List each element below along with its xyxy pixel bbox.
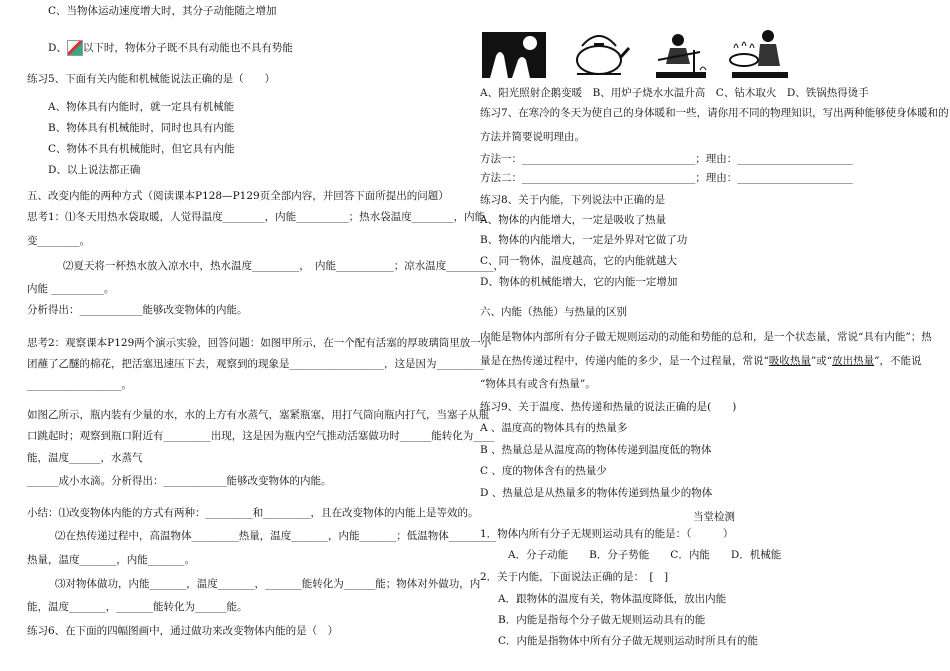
exercise-5: 练习5、下面有关内能和机械能说法正确的是（ ） — [27, 73, 276, 85]
iron-pot-picture — [728, 26, 792, 80]
exercise-9: 练习9、关于温度、热传递和热量的说法正确的是( ) — [480, 401, 737, 413]
section-6-heading: 六、内能（热能）与热量的区别 — [480, 306, 627, 318]
test-q1-options: A．分子动能 B．分子势能 C．内能 D．机械能 — [508, 549, 782, 561]
exercise-6-options: A、阳光照射企鹅变暖 B、用炉子烧水水温升高 C、钻木取火 D、铁锅热得烫手 — [480, 87, 869, 99]
section-6-line3: “物体具有或含有热量”。 — [480, 378, 596, 390]
exercise-5-option-d: D、以上说法都正确 — [48, 164, 141, 176]
exercise-8-option-b: B、物体的内能增大，一定是外界对它做了功 — [480, 234, 688, 246]
exercise-9-option-c: C 、度的物体含有的热量少 — [480, 465, 607, 477]
think1-conclusion: 分析得出：____________能够改变物体的内能。 — [27, 304, 248, 316]
test-q2-option-a: A．跟物体的温度有关，物体温度降低，放出内能 — [498, 593, 727, 605]
exercise-5-option-c: C、物体不具有机械能时，但它具有内能 — [48, 143, 235, 155]
summary-line5: 能，温度_______，_______能转化为______能。 — [27, 601, 248, 613]
section-6-line1: 内能是物体内部所有分子做无规则运动的动能和势能的总和，是一个状态量，常说“具有内能”；热 — [480, 331, 932, 343]
exercise-9-option-b: B 、热量总是从温度高的物体传递到温度低的物体 — [480, 444, 712, 456]
section-6-line2-part3: ”，不能说 — [874, 355, 922, 367]
exercise-8: 练习8、关于内能，下列说法中正确的是 — [480, 194, 666, 206]
summary-line4: ⑶对物体做功，内能_______，温度_______，_______能转化为______能；物体对外做功，内 — [55, 578, 481, 590]
method-one: 方法一：_________________________________；理由：______________________ — [480, 153, 853, 165]
test-q1: 1．物体内所有分子无规则运动具有的能是：（ ） — [480, 528, 734, 540]
summary-line3: 热量，温度_______，内能_______。 — [27, 554, 195, 566]
think2-line2: 团蘸了乙醚的棉花，把活塞迅速压下去，观察到的现象是__________________，这是因为_________ — [27, 358, 484, 370]
exercise-7-line2: 方法并简要说明理由。 — [480, 131, 585, 143]
summary-line1: 小结：⑴改变物体内能的方式有两种：_________和_________，且在改变物体的内能上是等效的。 — [27, 507, 479, 519]
think2-line1: 思考2：观察课本P129两个演示实验，回答问题：如图甲所示，在一个配有活塞的厚玻璃筒里放一小 — [27, 337, 492, 349]
exercise-8-option-c: C、同一物体，温度越高，它的内能就越大 — [480, 255, 678, 267]
think2-line5: 口跳起时；观察到瓶口附近有_________出现，这是因为瓶内空气推动活塞做功时______能转化为____ — [27, 430, 495, 442]
think2-line4: 如图乙所示，瓶内装有少量的水，水的上方有水蒸气，塞紧瓶塞，用打气筒向瓶内打气，当塞子从瓶 — [27, 409, 489, 421]
think2-line3: __________________。 — [27, 379, 132, 391]
section-5-heading: 五、改变内能的两种方式（阅读课本P128—P129页全部内容，并回答下面所提出的问题） — [27, 190, 449, 202]
in-class-test-heading: 当堂检测 — [693, 511, 735, 523]
think1-line1: 思考1：⑴冬天用热水袋取暖，人觉得温度________，内能__________；热水袋温度________，内能 — [27, 211, 486, 223]
test-q2-option-b: B．内能是指每个分子做无规则运动具有的能 — [498, 614, 706, 626]
exercise-8-option-d: D、物体的机械能增大，它的内能一定增加 — [480, 276, 678, 288]
kettle-picture — [568, 24, 630, 76]
exercise-7-line1: 练习7、在寒冷的冬天为使自己的身体暖和一些，请你用不同的物理知识，写出两种能够使身体暖和的 — [480, 107, 949, 119]
exercise-5-option-a: A、物体具有内能时，就一定具有机械能 — [48, 101, 235, 113]
think1-line3: ⑵夏天将一杯热水放入凉水中，热水温度_________， 内能___________；凉水温度_________， — [63, 260, 504, 272]
option-d — [48, 40, 293, 56]
exercise-5-option-b: B、物体具有机械能时，同时也具有内能 — [48, 122, 235, 134]
think2-line6: 能，温度______，水蒸气 — [27, 452, 143, 464]
absorb-heat-term: 吸收热量 — [768, 355, 811, 367]
exercise-9-option-d: D 、热量总是从热量多的物体传递到热量少的物体 — [480, 487, 713, 499]
exercise-6: 练习6、在下面的四幅图画中，通过做功来改变物体内能的是（ ） — [27, 625, 339, 637]
test-q2: 2．关于内能，下面说法正确的是： [ ] — [480, 571, 669, 583]
test-q2-option-c: C．内能是指物体中所有分子做无规则运动时所具有的能 — [498, 635, 759, 647]
penguin-sun-picture — [482, 32, 546, 78]
summary-line2: ⑵在热传递过程中，高温物体_________热量，温度_______，内能_______；低温物体_________ — [55, 530, 496, 542]
exercise-8-option-a: A、物体的内能增大，一定是吸收了热量 — [480, 214, 667, 226]
section-6-line2-part1: 量是在热传递过程中，传递内能的多少，是一个过程量，常说“ — [480, 355, 769, 367]
release-heat-term: 放出热量 — [832, 355, 875, 367]
think2-line7: ______成小水滴。分析得出：____________能够改变物体的内能。 — [27, 475, 332, 487]
section-6-line2-part2: ”或“ — [810, 355, 833, 367]
drill-wood-fire-picture — [650, 30, 710, 80]
option-d-label: D、 — [48, 42, 67, 54]
think1-line2: 变________。 — [27, 235, 90, 247]
think1-line4: 内能 __________。 — [27, 283, 115, 295]
method-two: 方法二：_________________________________；理由：______________________ — [480, 172, 853, 184]
exercise-9-option-a: A 、温度高的物体具有的热量多 — [480, 422, 628, 434]
broken-image-icon — [67, 40, 83, 56]
option-d-text: 以下时，物体分子既不具有动能也不具有势能 — [82, 42, 293, 54]
option-c: C、当物体运动速度增大时，其分子动能随之增加 — [48, 5, 277, 17]
section-6-line2 — [480, 354, 922, 368]
